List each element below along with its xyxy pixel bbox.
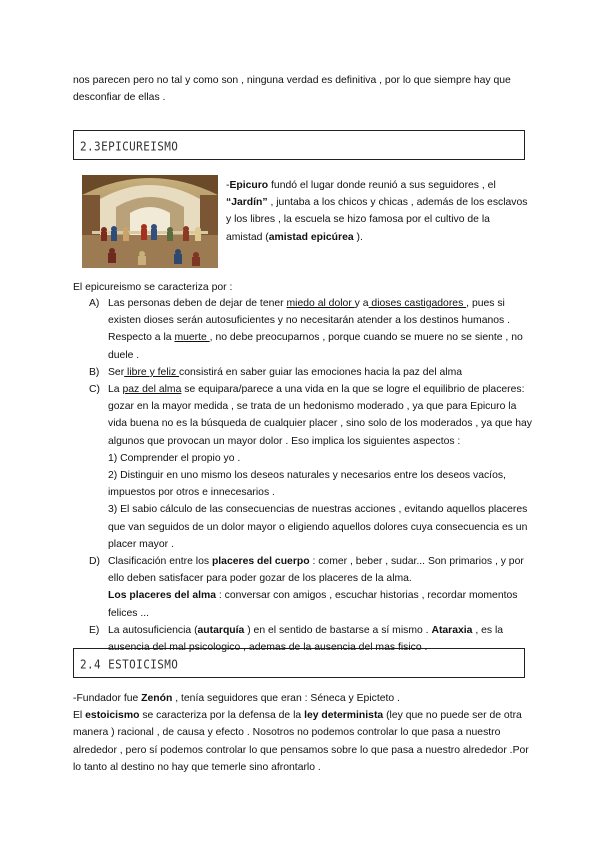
epicuro-name: Epicuro	[229, 180, 269, 191]
list-lead: El epicureismo se caracteriza por :	[73, 282, 233, 293]
text-span: se equipara/parece a una vida en la que se logre el equilibrio de placeres: gozar en la mayor medida , se trata de un hedonismo moderado , ya que para Epicuro la vida buena no es la búsqueda de cualquier placer , sino solo de los moderados , ya que hay algunos que provocan un mayor dolor . Eso implica los siguientes aspectos :	[108, 384, 532, 447]
sub-point-3: 3) El sabio cálculo de las consecuencias de nuestras acciones , evitando aquellos placeres que van seguidos de un dolor mayor o eligiendo aquellos dolores cuya consecuencia es un placer mayor .	[108, 504, 528, 550]
text-span: , no debe preocuparnos , porque cuando se muere no se siente , no duele .	[108, 332, 523, 361]
text-span: , pues si existen dioses serán autosuficientes y no necesitarán atender a los destinos humanos . Respecto a la	[108, 298, 511, 344]
text-span: fundó el lugar donde reunió a sus seguidores , el	[268, 180, 496, 191]
bold-term: estoicismo	[85, 710, 140, 722]
intro-paragraph: nos parecen pero no tal y como son , ninguna verdad es definitiva , por lo que siempre hay que desconfiar de ellas .	[73, 75, 511, 104]
list-marker: D)	[89, 556, 100, 568]
section-header-estoicismo	[73, 648, 525, 678]
text-span: , juntaba a los chicos y chicas , además de los esclavos y los libres , la escuela se hizo famosa por el cultivo de la amistad (	[226, 197, 528, 243]
underlined-term: miedo al dolor	[286, 298, 355, 309]
text-span: : conversar con amigos , escuchar historias , recordar momentos felices ...	[108, 590, 518, 619]
bold-term: ley determinista	[304, 710, 384, 722]
section-title: 2.3EPICUREISMO	[80, 139, 179, 154]
amistad-epicurea-term: amistad epicúrea	[268, 231, 354, 243]
underlined-term: dioses castigadores	[368, 298, 467, 309]
text-span: , tenía seguidores que eran : Séneca y Epicteto .	[172, 693, 400, 704]
text-span: : comer , beber , sudar... Son primarios , y por ello deben satisfacer para poder gozar de los placeres de la alma.	[108, 556, 524, 585]
text-span: (ley que no puede ser de otra manera ) racional , de causa y efecto . Nosotros no podemos controlar lo que pasa a nuestro alrededor , pero sí podemos controlar lo que pensamos sobre lo que pasa a nuestro alrededor .Por lo tanto al destino no hay que temerle sino afrontarlo .	[73, 710, 529, 773]
list-marker: B)	[89, 366, 100, 378]
underlined-term: paz del alma	[122, 384, 182, 396]
text-span: consistirá en saber guiar las emociones hacia la paz del alma	[179, 366, 463, 378]
text-span: Las personas deben de dejar de tener	[108, 298, 287, 309]
bold-term: Los placeres del alma	[108, 590, 217, 602]
alma-pleasures-line	[108, 587, 535, 621]
text-span: El	[73, 710, 86, 722]
zenon-name: Zenón	[141, 693, 173, 704]
founder-line	[73, 690, 535, 707]
estoicismo-body	[73, 707, 535, 776]
epicuro-paragraph	[226, 177, 528, 246]
underlined-term: libre y feliz	[124, 366, 180, 378]
text-span: -Fundador fue	[73, 693, 142, 704]
characteristics-list	[89, 295, 535, 656]
sub-point-2: 2) Distinguir en uno mismo los deseos naturales y necesarios entre los deseos vacíos, impuestos por otros e innecesarios .	[108, 470, 506, 499]
list-marker: E)	[89, 624, 100, 636]
section-header-epicureismo	[73, 130, 525, 160]
text-span: , es la ausencia del mal psicologico , ademas de la ausencia del mas fisico .	[108, 624, 504, 654]
jardin-term: “Jardín”	[226, 197, 268, 209]
text-span: Ser	[108, 366, 125, 378]
underlined-term: muerte	[174, 332, 210, 344]
bold-term: autarquía	[197, 624, 245, 636]
list-item-c	[89, 381, 535, 553]
text-span: ).	[353, 231, 363, 243]
list-marker: A)	[89, 298, 100, 309]
text-span: La	[108, 384, 123, 396]
text-span: Clasificación entre los	[108, 556, 212, 568]
text-span: se caracteriza por la defensa de la	[139, 710, 305, 722]
text-span: La autosuficiencia (	[108, 624, 198, 636]
list-item-a	[89, 295, 535, 364]
list-marker: C)	[89, 384, 100, 396]
bold-term: Ataraxia	[431, 624, 473, 636]
bold-term: placeres del cuerpo	[211, 556, 310, 568]
list-item-b	[89, 364, 535, 381]
section-title: 2.4 ESTOICISMO	[80, 657, 179, 672]
sub-point-1: 1) Comprender el propio yo .	[108, 452, 241, 464]
dash: -	[226, 180, 230, 191]
text-span: y a	[354, 298, 369, 309]
list-item-d	[89, 553, 535, 622]
school-of-athens-painting	[82, 175, 218, 268]
text-span: ) en el sentido de bastarse a sí mismo .	[244, 624, 432, 636]
estoicismo-paragraph	[73, 690, 535, 776]
